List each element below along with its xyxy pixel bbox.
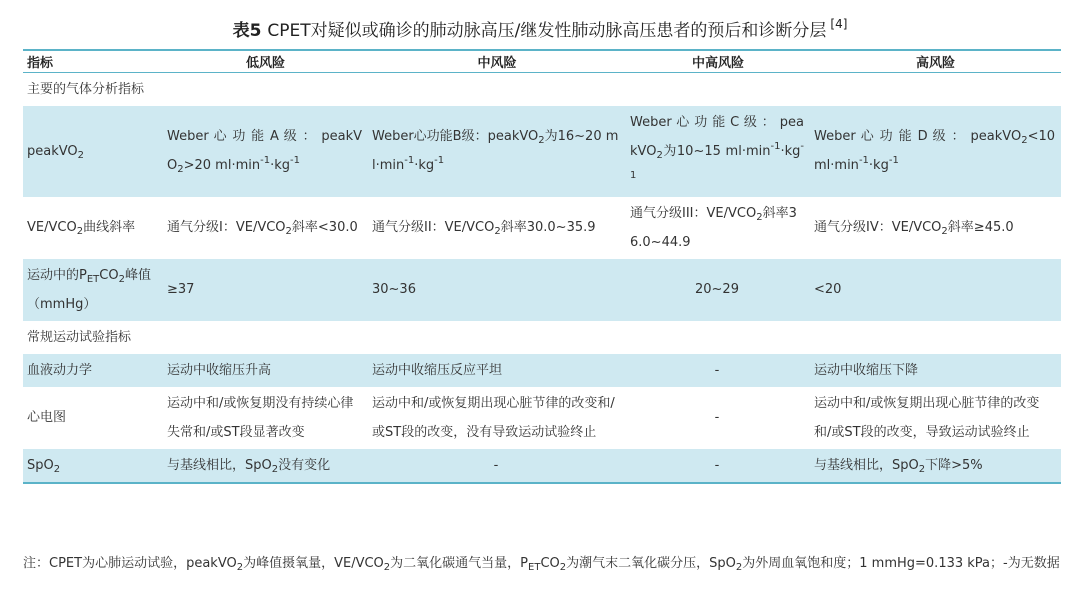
section-row-gas-analysis	[23, 72, 1061, 106]
table-row-ecg	[23, 387, 1061, 449]
table-row-ve-vco2-slope	[23, 197, 1061, 259]
cell-slope-medium: 通气分级II：$VE/VCO_2$斜率30.0~35.9	[372, 220, 596, 237]
header-row	[23, 50, 1061, 72]
cell-hemo-low: 运动中收缩压升高	[163, 354, 368, 387]
cell-slope-medium-high: 通气分级III：$VE/VCO_2$斜率36.0~44.9	[630, 205, 797, 250]
cell-slope-high: 通气分级IV：$VE/VCO_2$斜率≥45.0	[814, 220, 1014, 237]
cell-petco2-medium-high: 20~29	[626, 259, 810, 321]
header-low-risk: 低风险	[163, 50, 368, 72]
row-label-ecg: 心电图	[27, 410, 67, 425]
cell-peakvo2-medium: Weber心功能B级：peakVO$_2$为16~20 $ml\cdot\min^{-1}\cdot kg^{-1}$	[368, 106, 626, 197]
table-row-hemodynamics	[23, 354, 1061, 387]
cell-hemo-medium-high: -	[626, 354, 810, 387]
header-medium-risk: 中风险	[368, 50, 626, 72]
cell-petco2-high: <20	[810, 259, 1061, 321]
row-label-spo2: SpO$_2$	[23, 449, 163, 483]
cell-ecg-medium: 运动中和/或恢复期出现心脏节律的改变和/或ST段的改变，没有导致运动试验终止	[372, 395, 615, 440]
section-label-gas-analysis: 主要的气体分析指标	[27, 81, 145, 97]
table-row-petco2	[23, 259, 1061, 321]
risk-stratification-table	[23, 49, 1061, 484]
cell-spo2-low: 与基线相比，SpO$_2$没有变化	[163, 449, 368, 483]
cell-petco2-medium: 30~36	[368, 259, 626, 321]
header-medium-high-risk: 中高风险	[626, 50, 810, 72]
header-high-risk: 高风险	[810, 50, 1061, 72]
cell-hemo-high: 运动中收缩压下降	[810, 354, 1061, 387]
cell-slope-low: 通气分级I：$VE/VCO_2$斜率<30.0	[167, 220, 358, 237]
table-row-peakvo2	[23, 106, 1061, 197]
cell-ecg-low: 运动中和/或恢复期没有持续心律失常和/或ST段显著改变	[167, 395, 354, 440]
section-row-routine-test	[23, 321, 1061, 354]
row-label-hemodynamics: 血液动力学	[23, 354, 163, 387]
cell-ecg-high: 运动中和/或恢复期出现心脏节律的改变和/或ST段的改变，导致运动试验终止	[814, 395, 1040, 440]
header-indicator: 指标	[23, 50, 163, 72]
table-row-spo2	[23, 449, 1061, 483]
cell-ecg-medium-high: -	[714, 410, 720, 425]
cell-spo2-medium-high: -	[626, 449, 810, 483]
reference-marker[interactable]: [4]	[830, 17, 848, 31]
cell-peakvo2-low: Weber 心 功 能 A 级 ： peakVO$_2$>20 $ml\cdot\min^{-1}\cdot kg^{-1}$	[163, 106, 368, 197]
table-footnote: 注：CPET为心肺运动试验，peakVO$_2$为峰值摄氧量，$VE/VCO_2$为二氧化碳通气当量，$P_{ET}CO_2$为潮气末二氧化碳分压，SpO$_2$为外周血氧饱和度；1 mmHg=0.133 kPa；-为无数据	[23, 556, 1060, 573]
section-label-routine-test: 常规运动试验指标	[27, 329, 132, 345]
table-label: 表5	[232, 21, 262, 41]
row-label-ve-vco2-slope: $VE/VCO_2$曲线斜率	[27, 220, 136, 237]
cell-peakvo2-medium-high: Weber 心 功 能 C 级 ： peakVO$_2$为10~15 $ml\cdot\min^{-1}\cdot kg^{-1}$	[626, 106, 810, 197]
table-title	[0, 16, 1080, 41]
table-title-text: CPET对疑似或确诊的肺动脉高压/继发性肺动脉高压患者的预后和诊断分层	[267, 21, 827, 41]
cell-spo2-medium: -	[368, 449, 626, 483]
cell-hemo-medium: 运动中收缩压反应平坦	[368, 354, 626, 387]
cell-petco2-low: ≥37	[163, 259, 368, 321]
row-label-petco2: 运动中的$P_{ET}CO_2$峰值（mmHg）	[23, 259, 163, 321]
row-label-peakvo2: peakVO$_2$	[23, 106, 163, 197]
cell-peakvo2-high: Weber 心 功 能 D 级 ： peakVO$_2$<10 $ml\cdot\min^{-1}\cdot kg^{-1}$	[810, 106, 1061, 197]
cell-spo2-high: 与基线相比，SpO$_2$下降>5%	[810, 449, 1061, 483]
